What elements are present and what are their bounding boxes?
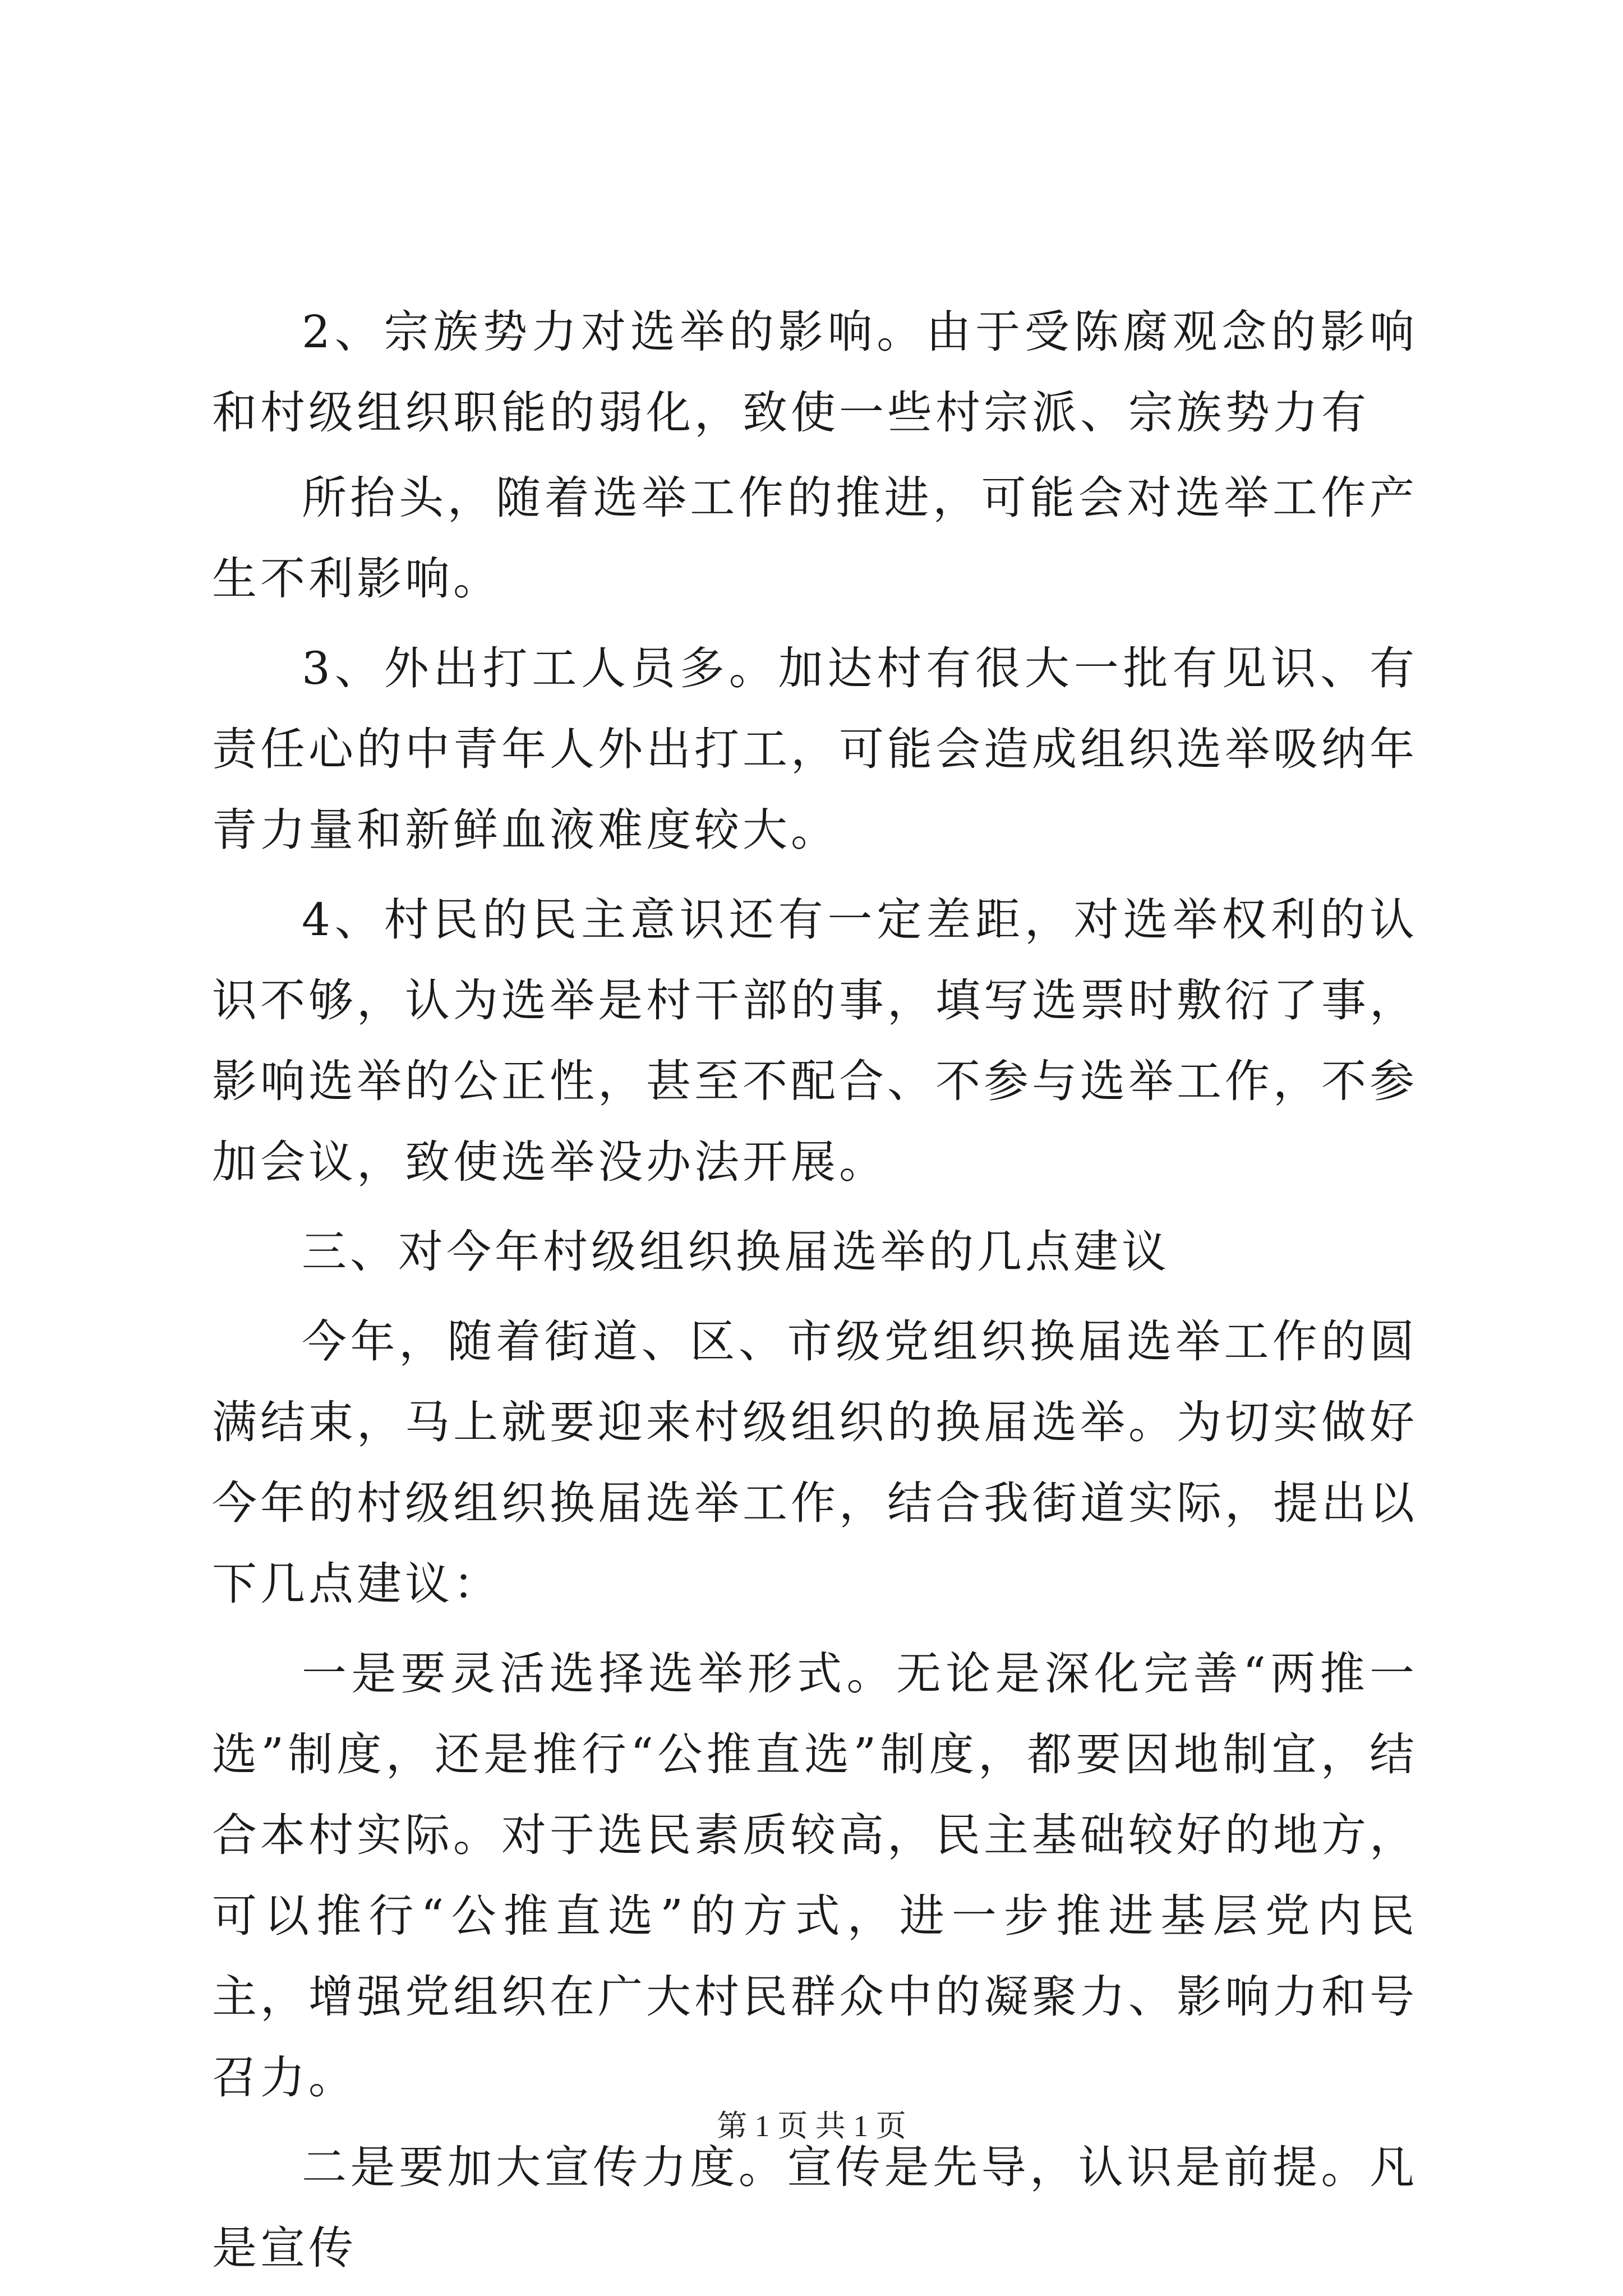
section-heading-suggestions: 三、对今年村级组织换届选举的几点建议 <box>302 1226 1170 1278</box>
page-footer: 第 1 页 共 1 页 <box>717 2109 906 2143</box>
paragraph-democratic-awareness: 4、村民的民主意识还有一定差距，对选举权利的认识不够，认为选举是村干部的事，填写选票时敷衍了事，影响选举的公正性，甚至不配合、不参与选举工作，不参加会议，致使选举没办法开展。 <box>212 894 1418 1188</box>
document-body <box>212 292 1418 2289</box>
paragraph-introduction: 今年，随着街道、区、市级党组织换届选举工作的圆满结束，马上就要迎来村级组织的换届选举。为切实做好今年的村级组织换届选举工作，结合我街道实际，提出以下几点建议： <box>212 1315 1418 1610</box>
paragraph-clan-influence: 2、宗族势力对选举的影响。由于受陈腐观念的影响和村级组织职能的弱化，致使一些村宗派、宗族势力有 <box>212 306 1418 439</box>
paragraph-migrant-workers: 3、外出打工人员多。加达村有很大一批有见识、有责任心的中青年人外出打工，可能会造成组织选举吸纳年青力量和新鲜血液难度较大。 <box>212 642 1418 856</box>
paragraph-clan-influence-continued: 所抬头，随着选举工作的推进，可能会对选举工作产生不利影响。 <box>212 472 1418 605</box>
paragraph-suggestion-two: 二是要加大宣传力度。宣传是先导，认识是前提。凡是宣传 <box>212 2141 1418 2274</box>
paragraph-suggestion-one: 一是要灵活选择选举形式。无论是深化完善“两推一选”制度，还是推行“公推直选”制度，都要因地制宜，结合本村实际。对于选民素质较高，民主基础较好的地方，可以推行“公推直选”的方式，进一步推进基层党内民主，增强党组织在广大村民群众中的凝聚力、影响力和号召力。 <box>212 1648 1418 2104</box>
